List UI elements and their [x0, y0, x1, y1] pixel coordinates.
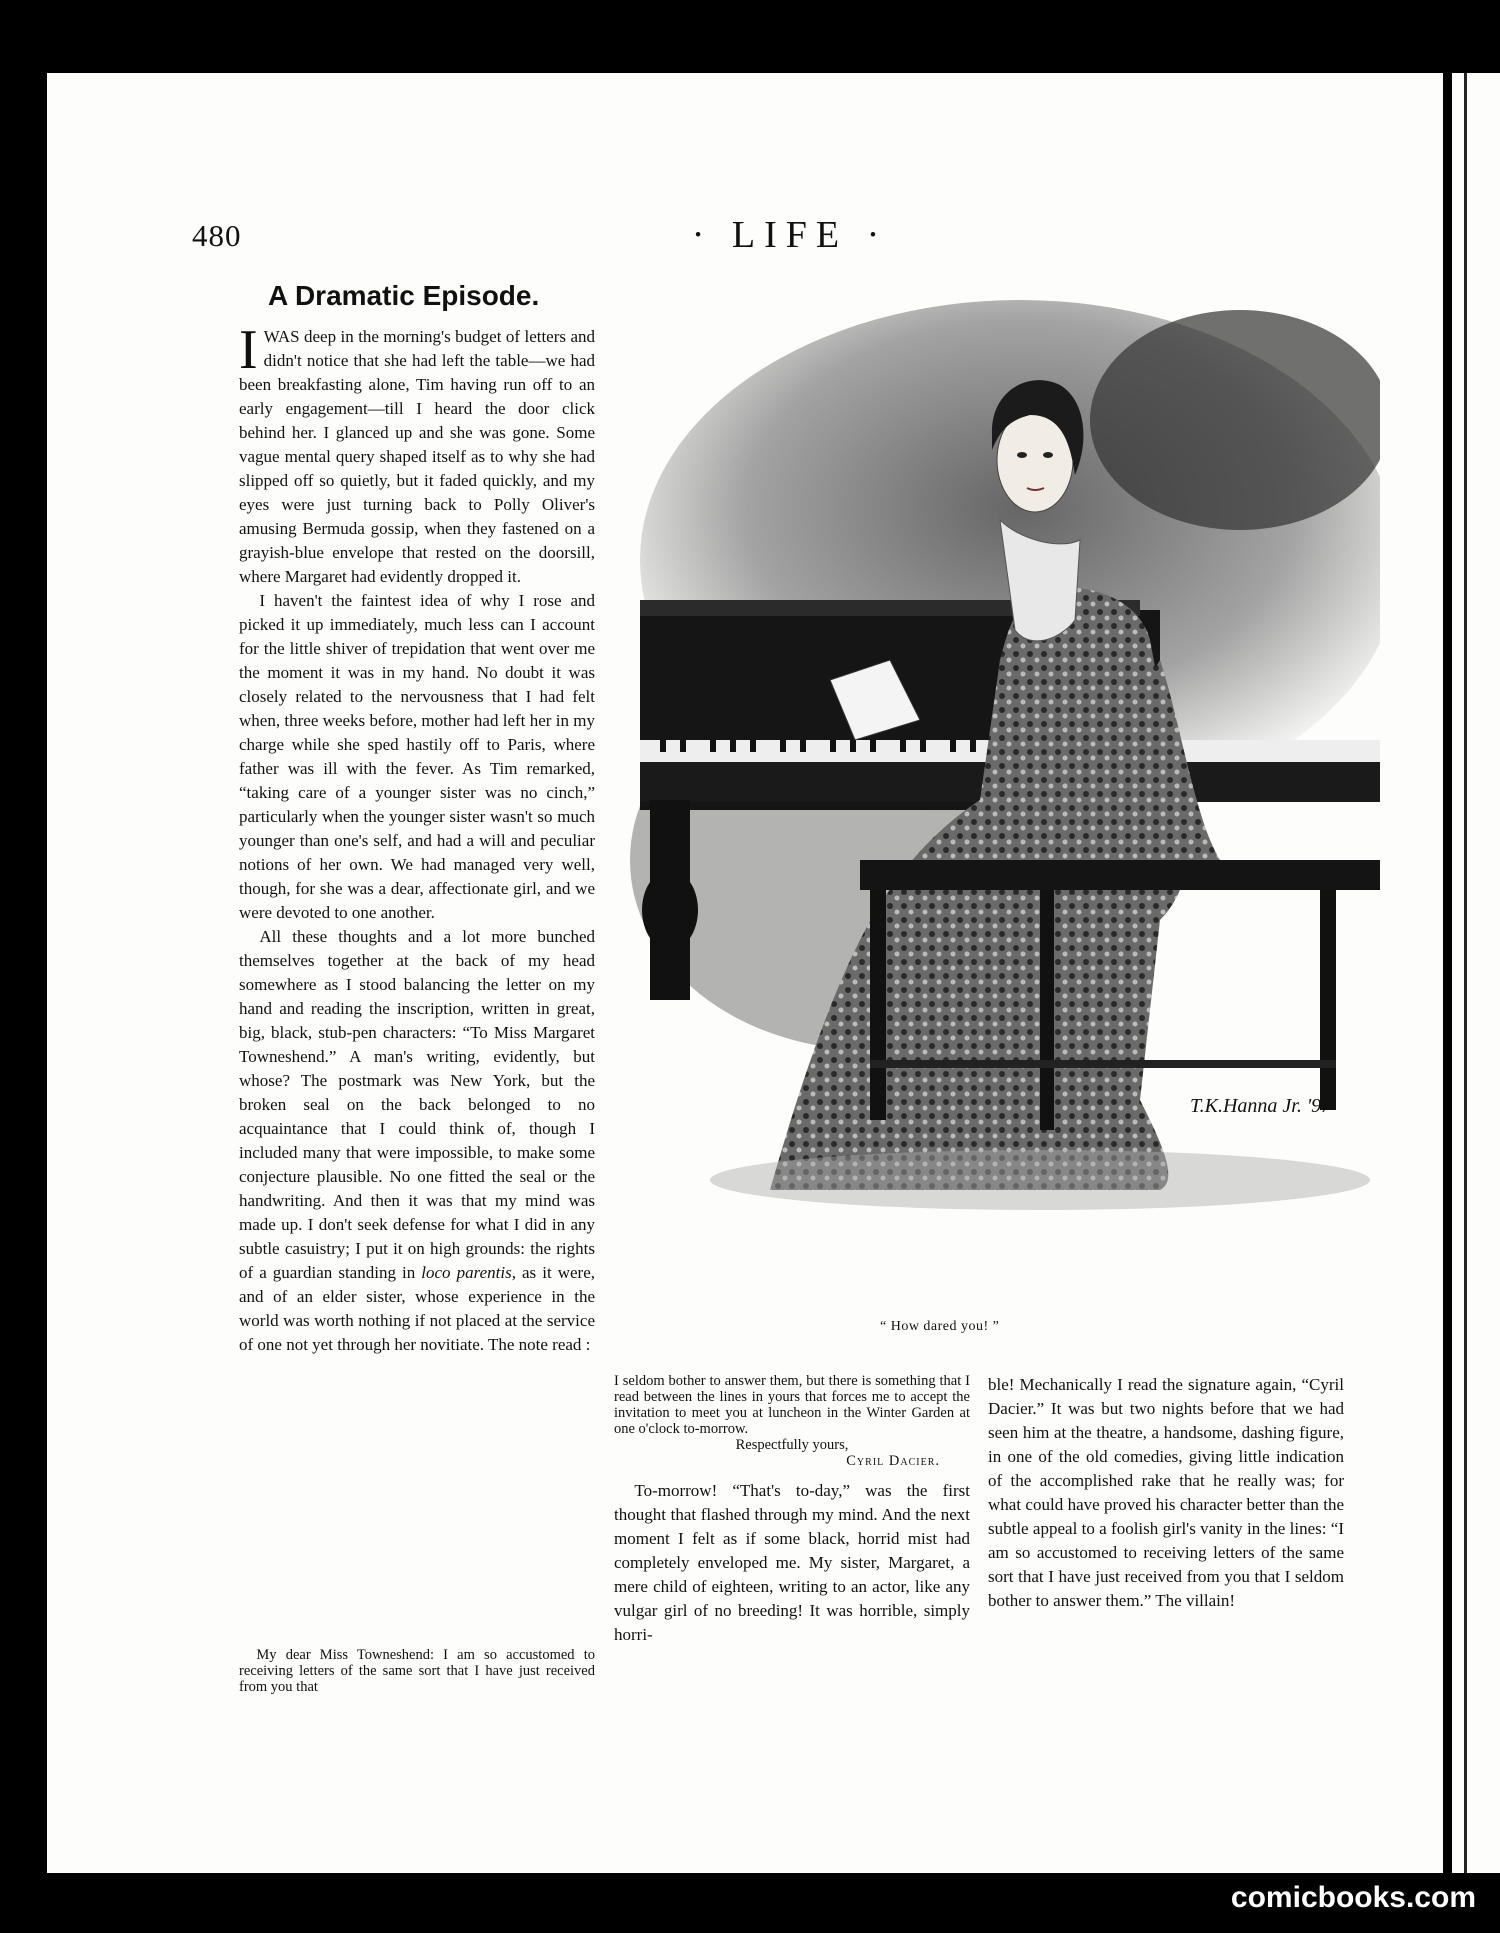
column-3 — [988, 1373, 1344, 1613]
paragraph-3: All these thoughts and a lot more bunched themselves together at the back of my head somewhere as I stood balancing the letter on my hand and reading the inscription, written in great, big, black, stub-pen characters: “To Miss Margaret Towneshend.” A man's writing, evidently, but whose? The postmark was New York, but the broken seal on the back belonged to no acquaintance that I could think of, though I included many that were impossible, to make some conjecture plausible. No one fitted the seal or the handwriting. And then it was that my mind was made up. I don't seek defense for what I did in any subtle casuistry; I put it on high grounds: the rights of a guardian standing in loco parentis, as it were, and of an elder sister, whose experience in the world was worth nothing if not placed at the service of one not yet through her novitiate. The note read : — [239, 927, 595, 1354]
column-1 — [239, 319, 595, 1357]
letter-signature: Cyril Dacier. — [846, 1453, 940, 1469]
paragraph-1: IWAS deep in the morning's budget of letters and didn't notice that she had left the table—we had been breakfasting alone, Tim having run off to an early engagement—till I heard the door click behind her. I glanced up and she was gone. Some vague mental query shaped itself as to why she had slipped off so quietly, but it faded quickly, and my eyes were just turning back to Polly Oliver's amusing Bermuda gossip, when they fastened on a grayish-blue envelope that rested on the doorsill, where Margaret had evidently dropped it. — [239, 319, 595, 586]
masthead: · LIFE · — [691, 214, 889, 256]
paragraph-2: I haven't the faintest idea of why I rose and picked it up immediately, much less can I account for the little shiver of trepidation that went over me the moment it was in my hand. No doubt it was closely related to the nervousness that I had felt when, three weeks before, mother had left her in my charge while she sped hastily off to Paris, where father was ill with the fever. As Tim remarked, “taking care of a younger sister was no cinch,” particularly when the younger sister wasn't so much younger than one's self, and had a will and peculiar notions of her own. We had managed very well, though, for she was a dear, affectionate girl, and we were devoted to one another. — [239, 591, 595, 922]
paragraph-5: ble! Mechanically I read the signature again, “Cyril Dacier.” It was but two nights before that we had seen him at the theatre, a handsome, dashing figure, in one of the old comedies, giving little indication of the accomplished rake that he really was; for what could have proved his character better than the subtle appeal to a foolish girl's vanity in the lines: “I am so accustomed to receiving letters of the same sort that I have just received from you that I seldom bother to answer them.” The villain! — [988, 1375, 1344, 1610]
drop-cap: I — [239, 319, 258, 381]
article-title: A Dramatic Episode. — [268, 280, 540, 311]
column-2 — [614, 1373, 970, 1647]
illustration-caption: “ How dared you! ” — [880, 1319, 1000, 1334]
page-number: 480 — [192, 218, 242, 253]
watermark: comicbooks.com — [1230, 1881, 1476, 1914]
illustration-woman-at-piano — [620, 300, 1380, 1240]
letter-closing: Respectfully yours, — [735, 1437, 849, 1453]
letter-text-part1: My dear Miss Towneshend: I am so accustomed to receiving letters of the same sort that I have just received from you that — [239, 1647, 595, 1695]
letter-text-part2: I seldom bother to answer them, but there is something that I read between the lines in yours that forces me to accept the invitation to meet you at luncheon in the Winter Garden at one o'clock to-morrow. Respectfully yours, Cyril Dacier. — [614, 1373, 970, 1469]
paragraph-4: To-morrow! “That's to-day,” was the first thought that flashed through my mind. And the next moment I felt as if some black, horrid mist had completely enveloped me. My sister, Margaret, a mere child of eighteen, writing to an actor, like any vulgar girl of no breeding! It was horrible, simply horri- — [614, 1481, 970, 1644]
facing-page-edge — [1452, 73, 1500, 1873]
artist-signature: T.K.Hanna Jr. '97 — [1190, 1095, 1332, 1117]
